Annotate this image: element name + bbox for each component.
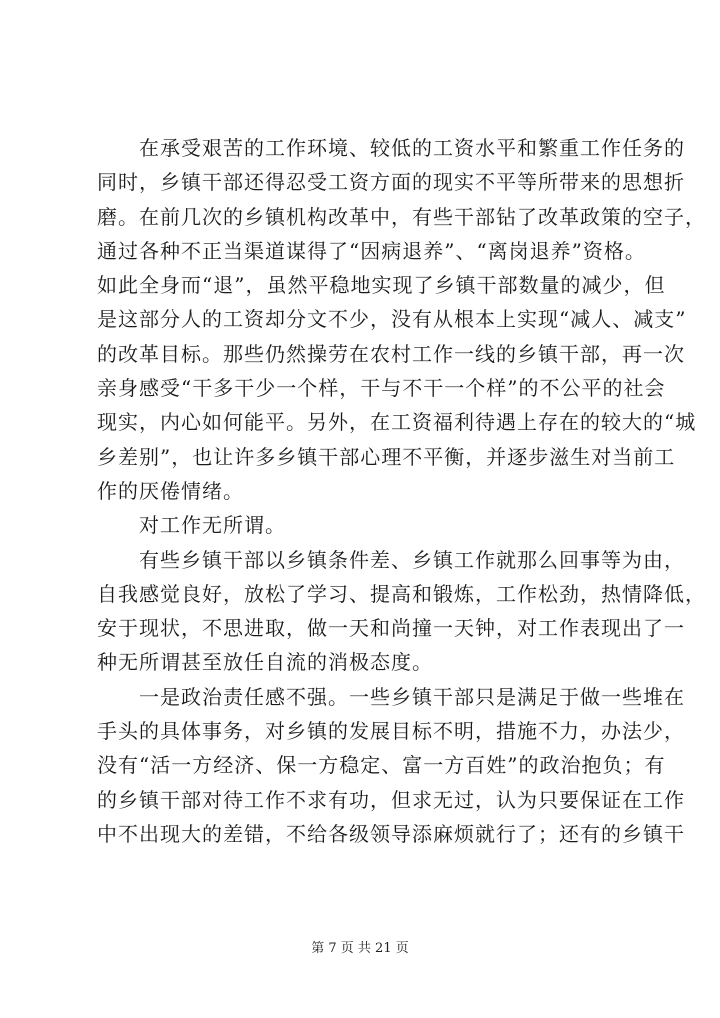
text-line: 同时，乡镇干部还得忍受工资方面的现实不平等所带来的思想折 [97, 170, 685, 195]
text-line: 亲身感受“干多干少一个样，干与不干一个样”的不公平的社会 [97, 376, 666, 401]
text-line: 种无所谓甚至放任自流的消极态度。 [97, 650, 433, 675]
text-line: 磨。在前几次的乡镇机构改革中，有些干部钻了改革政策的空子， [97, 204, 706, 229]
text-line: 是这部分人的工资却分文不少，没有从根本上实现“减人、减支” [97, 307, 687, 332]
text-line: 在承受艰苦的工作环境、较低的工资水平和繁重工作任务的 [97, 136, 685, 160]
text-line: 手头的具体事务，对乡镇的发展目标不明，措施不力，办法少， [97, 719, 685, 744]
text-line: 没有“活一方经济、保一方稳定、富一方百姓”的政治抱负；有 [97, 753, 666, 778]
paragraph-3 [97, 543, 706, 680]
body-text [97, 131, 706, 851]
text-line: 乡差别”，也让许多乡镇干部心理不平衡，并逐步滋生对当前工 [97, 444, 676, 469]
paragraph-4 [97, 680, 685, 851]
text-line: 的改革目标。那些仍然操劳在农村工作一线的乡镇干部，再一次 [97, 341, 685, 366]
page-number-footer: 第 7 页 共 21 页 [311, 941, 409, 956]
text-line: 中不出现大的差错，不给各级领导添麻烦就行了；还有的乡镇干 [97, 821, 685, 846]
text-line: 对工作无所谓。 [97, 513, 286, 538]
text-line: 现实，内心如何能平。另外，在工资福利待遇上存在的较大的“城 [97, 410, 697, 435]
paragraph-2 [97, 508, 642, 542]
text-line: 有些乡镇干部以乡镇条件差、乡镇工作就那么回事等为由， [97, 547, 685, 572]
text-line: 如此全身而“退”，虽然平稳地实现了乡镇干部数量的减少，但 [97, 273, 666, 298]
text-line: 安于现状，不思进取，做一天和尚撞一天钟，对工作表现出了一 [97, 616, 685, 641]
text-line: 的乡镇干部对待工作不求有功，但求无过，认为只要保证在工作 [97, 787, 685, 812]
text-line: 自我感觉良好，放松了学习、提高和锻炼，工作松劲，热情降低， [97, 581, 706, 606]
text-line: 作的厌倦情绪。 [97, 478, 244, 503]
text-line: 通过各种不正当渠道谋得了“因病退养”、“离岗退养”资格。 [97, 238, 646, 263]
text-line: 一是政治责任感不强。一些乡镇干部只是满足于做一些堆在 [97, 684, 685, 709]
paragraph-1 [97, 131, 706, 508]
